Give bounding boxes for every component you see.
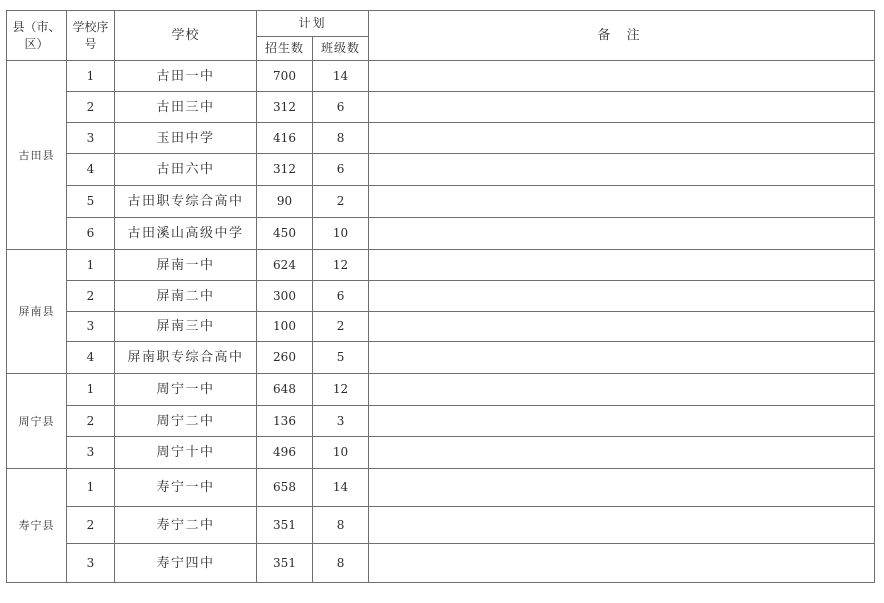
enroll-cell: 496 [257,437,313,469]
table-row [7,437,875,469]
enrollment-plan-table [6,10,875,583]
enroll-cell: 90 [257,186,313,218]
table-row [7,250,875,281]
seq-cell: 3 [67,312,115,342]
classes-cell: 6 [313,281,369,312]
remark-cell [369,61,875,92]
table-row [7,186,875,218]
table-row [7,507,875,544]
seq-cell: 6 [67,218,115,250]
remark-cell [369,406,875,437]
enroll-cell: 416 [257,123,313,154]
classes-cell: 10 [313,437,369,469]
enroll-cell: 351 [257,544,313,583]
county-cell: 寿宁县 [7,469,67,583]
county-cell: 周宁县 [7,374,67,469]
seq-cell: 3 [67,437,115,469]
enroll-cell: 100 [257,312,313,342]
classes-cell: 14 [313,469,369,507]
school-cell: 周宁一中 [115,374,257,406]
school-cell: 屏南二中 [115,281,257,312]
header-row-top [7,11,875,37]
seq-cell: 3 [67,544,115,583]
remark-cell [369,437,875,469]
school-cell: 屏南三中 [115,312,257,342]
table-row [7,342,875,374]
classes-cell: 10 [313,218,369,250]
remark-cell [369,507,875,544]
enroll-cell: 624 [257,250,313,281]
seq-cell: 4 [67,154,115,186]
enroll-cell: 450 [257,218,313,250]
seq-cell: 2 [67,406,115,437]
classes-cell: 8 [313,123,369,154]
enroll-cell: 658 [257,469,313,507]
classes-cell: 2 [313,186,369,218]
classes-cell: 12 [313,374,369,406]
table-row [7,218,875,250]
county-header: 县（市、区） [7,11,67,61]
seq-cell: 2 [67,92,115,123]
seq-cell: 1 [67,374,115,406]
school-cell: 古田溪山高级中学 [115,218,257,250]
remark-cell [369,218,875,250]
enroll-cell: 351 [257,507,313,544]
classes-cell: 5 [313,342,369,374]
seq-cell: 1 [67,61,115,92]
table-row [7,92,875,123]
enroll-cell: 648 [257,374,313,406]
table-row [7,312,875,342]
table-row [7,374,875,406]
school-cell: 古田一中 [115,61,257,92]
school-cell: 周宁二中 [115,406,257,437]
table-row [7,406,875,437]
classes-cell: 8 [313,544,369,583]
classes-cell: 2 [313,312,369,342]
table-row [7,469,875,507]
remark-cell [369,250,875,281]
remark-cell [369,281,875,312]
remark-cell [369,469,875,507]
school-cell: 寿宁二中 [115,507,257,544]
enroll-count-header: 招生数 [257,37,313,61]
classes-cell: 6 [313,154,369,186]
remark-cell [369,374,875,406]
enroll-cell: 312 [257,92,313,123]
enroll-cell: 312 [257,154,313,186]
seq-cell: 1 [67,250,115,281]
seq-cell: 2 [67,507,115,544]
table-row [7,123,875,154]
seq-cell: 3 [67,123,115,154]
school-cell: 屏南一中 [115,250,257,281]
classes-cell: 12 [313,250,369,281]
classes-cell: 6 [313,92,369,123]
enroll-cell: 260 [257,342,313,374]
remark-cell [369,186,875,218]
enroll-cell: 700 [257,61,313,92]
remark-cell [369,342,875,374]
seq-cell: 5 [67,186,115,218]
seq-cell: 1 [67,469,115,507]
enroll-cell: 300 [257,281,313,312]
school-cell: 古田职专综合高中 [115,186,257,218]
school-cell: 玉田中学 [115,123,257,154]
classes-cell: 8 [313,507,369,544]
class-count-header: 班级数 [313,37,369,61]
remark-cell [369,312,875,342]
county-cell: 古田县 [7,61,67,250]
enrollment-plan-sheet [6,10,874,583]
school-cell: 古田六中 [115,154,257,186]
county-cell: 屏南县 [7,250,67,374]
seq-cell: 4 [67,342,115,374]
remark-cell [369,544,875,583]
school-seq-header: 学校序号 [67,11,115,61]
enroll-cell: 136 [257,406,313,437]
school-cell: 寿宁四中 [115,544,257,583]
plan-header: 计划 [257,11,369,37]
table-row [7,154,875,186]
school-cell: 周宁十中 [115,437,257,469]
seq-cell: 2 [67,281,115,312]
classes-cell: 3 [313,406,369,437]
school-header: 学校 [115,11,257,61]
table-row [7,61,875,92]
remark-cell [369,154,875,186]
school-cell: 寿宁一中 [115,469,257,507]
school-cell: 屏南职专综合高中 [115,342,257,374]
remark-cell [369,92,875,123]
school-cell: 古田三中 [115,92,257,123]
classes-cell: 14 [313,61,369,92]
table-row [7,281,875,312]
remark-cell [369,123,875,154]
remark-header: 备 注 [369,11,875,61]
table-row [7,544,875,583]
